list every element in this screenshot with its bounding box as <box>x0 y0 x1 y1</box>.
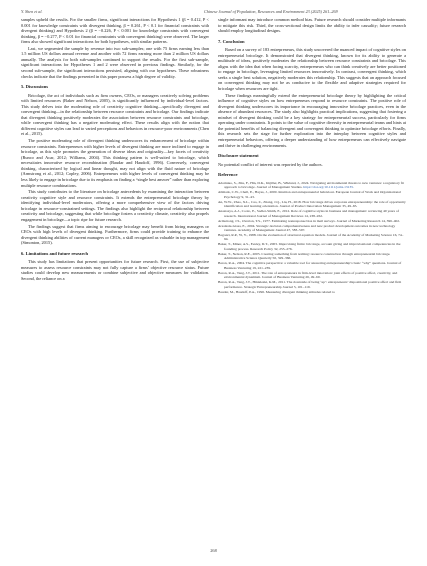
reference-list <box>218 181 406 294</box>
reference-text: Baudar, M., Haudoff, P.A., 1996. Measuring divergent thinking attitudes related to <box>218 289 335 294</box>
reference-text: Baker, T., Miner, A.S., Eesley, D.T., 2003. Improvising firms: bricolage, account giving and improvisational competencies in the founding process. Research Policy 32, 255–276. <box>218 242 401 251</box>
body-paragraph: single informant may introduce common method bias. Future research should consider multiple informants to mitigate this risk. Third, the cross-sectional design limits the ability to infer causality; future research should employ longitudinal designs. <box>218 17 406 34</box>
section-heading-disclosure: Disclosure statement <box>218 153 259 159</box>
reference-text: Baron, R.A., 2004. The cognitive perspective: a valuable tool for answering entrepreneurship’s basic “why” questions. Journal of Business Venturing 19, 221–239. <box>218 261 402 270</box>
body-paragraph: The positive moderating role of divergent thinking underscores its enhancement of bricolage within resource constraints. Entrepreneurs with higher levels of divergent thinking are more inclined to engage in bricolage, as this style promotes the generation of diverse ideas and originality—key facets of creativity (Runco and Acar, 2012; Williams, 2004). This thinking pattern is well-suited to bricolage, which necessitates innovative resource recombination (Baudar and Haudoff, 1996). Conversely, convergent thinking, characterized by logical and linear thought, may not align with the fluid nature of bricolage (Armstrong et al., 2012; Copley, 2006). Entrepreneurs with higher levels of convergent thinking may be less likely to engage in bricolage due to its emphasis on finding a “single best answer” rather than exploring multiple resource combinations. <box>21 138 209 188</box>
page-number: 268 <box>210 548 217 553</box>
reference-text: Baron, R.A., Tang, J.T., 2011. The role of entrepreneurs in firm-level innovation: joint effects of positive affect, creativity, and environmental dynamism. Journal of Business Venturing 26, 49–60. <box>218 270 398 280</box>
reference-text: Bagozzi, R.P., Yi, Y., 1988. On the evaluation of structural equation models. Journal of the Academy of Marketing Science 16, 74–94. <box>218 233 404 242</box>
body-paragraph: This study contributes to the literature on bricolage antecedents by examining the interaction between creativity cognitive style and resource constraints. It extends the entrepreneurial bricolage theory by identifying individual-level moderators, offering a more comprehensive view of the factors driving bricolage in resource-constrained settings. The findings also highlight the reciprocal relationship between creativity and bricolage, suggesting that while bricolage fosters a creativity climate, creativity also propels engagement in bricolage—a topic ripe for future research. <box>21 189 209 222</box>
reference-entry <box>218 181 406 190</box>
reference-text: Baron, R.A., Tang, J.T., Hmieleski, K.M., 2011. The downside of being ‘up’: entrepreneurs’ dispositional positive affect and firm performance. Strategic Entrepreneurship Journal 5, 101–119. <box>218 280 402 289</box>
reference-entry <box>218 219 406 223</box>
left-column <box>21 17 209 283</box>
body-paragraph: The findings suggest that firms aiming to encourage bricolage may benefit from hiring managers or CEOs with high levels of divergent thinking. Furthermore, firms could provide training to enhance the divergent thinking abilities of current managers or CEOs, a skill recognized as valuable in top management (Simonton, 2015). <box>21 223 209 246</box>
reference-entry <box>218 242 406 251</box>
body-paragraph: These findings meaningfully extend the entrepreneurial bricolage theory by highlighting the critical influence of cognitive styles on how entrepreneurs respond to resource constraints. The positive role of divergent thinking underscores its importance in encouraging innovative bricolage practices, even in the absence of abundant resources. The study also highlights practical implications, suggesting that fostering a mindset of divergent thinking could be a key strategy for entrepreneurial success, particularly for firms operating under constraints. It points to the value of cognitive diversity in entrepreneurial teams and hints at the potential benefits of balancing divergent and convergent thinking to optimize bricolage efforts. Finally, this research sets the stage for further exploration into the interplay between cognitive styles and entrepreneurial behaviors, offering a deeper understanding of how entrepreneurs can effectively navigate and thrive in challenging environments. <box>218 92 406 148</box>
reference-entry <box>218 271 406 280</box>
reference-entry <box>218 233 406 242</box>
right-column <box>218 17 406 295</box>
section-heading-conclusion: 7. Conclusion <box>218 38 245 44</box>
section-heading-references: Reference <box>218 172 238 178</box>
running-header-journal: Chinese Journal of Population, Resources and Environment 23 (2025) 261–269 <box>204 9 338 14</box>
section-heading-discussions: 5. Discussions <box>21 84 49 90</box>
body-paragraph: samples upheld the results. For the smaller firms, significant interactions for Hypothesis 1 (β = 0.412, P < 0.001 for knowledge constraints with divergent thinking, β = 0.261, P < 0.1 for financial constraints with divergent thinking) and Hypothesis 2 (β = −0.226, P < 0.001 for knowledge constraints with convergent thinking, β = −0.277, P < 0.01 for financial constraints with convergent thinking) were observed. The larger firms also showed significant interactions for both hypotheses, with similar patterns. <box>21 17 209 45</box>
reference-entry <box>218 252 406 261</box>
reference-entry <box>218 200 406 209</box>
body-paragraph: Last, we segmented the sample by revenue into two sub-samples; one with 75 firms earning less than 1.5 million US dollars annual revenue and another with 72 firms earning more than 2 million US dollars annually. The analysis for both sub-samples continued to support the results. For the first sub-sample, significant interactions for Hypotheses 1 and 2 were observed in previous findings. Similarly, for the second sub-sample, the significant interactions persisted, aligning with our hypotheses. These robustness checks indicate that the findings presented in this paper possess a high degree of validity. <box>21 45 209 79</box>
reference-entry <box>218 280 406 289</box>
reference-entry <box>218 190 406 199</box>
reference-entry <box>218 290 406 294</box>
reference-entry <box>218 209 406 218</box>
disclosure-text: No potential conflict of interest was reported by the authors. <box>218 161 323 167</box>
reference-text: Anastasya, A.J., Coolo, E., Sadler-Smith, E., 2012. Role of cognitive styles in business and management: reviewing 40 years of research. International Journal of Management Reviews 14, 238–262. <box>218 209 399 218</box>
reference-text: Adomako, S., Zhu, F., Hin, D.K., Imjiller, B., Wiklund, J., 2024. Navigating environmental threats to new ventures: a regulatory fit approach to bricolage. Journal of Management Studies. <box>218 180 404 190</box>
reference-text: Baker, T., Nelson, R.E., 2005. Creating something from nothing: resource construction through entrepreneurial bricolage. Administrative Science Quarterly 50, 329–366. <box>218 251 391 261</box>
body-paragraph: Bricolage, the act of individuals such as firm owners, CEOs, or managers creatively solving problems with limited resources (Baker and Nelson, 2005), is significantly influenced by individual-level factors. This study delves into the moderating role of creativity cognitive thinking—specifically divergent and convergent thinking—in the relationship between resource constraints and bricolage. Our findings indicate that divergent thinking positively moderates the association between resource constraints and bricolage, while convergent thinking has a negative moderating effect. These results align with the notion that different cognitive styles can lead to varied perceptions and behaviors in resource-poor environments (Chen et al., 2015). <box>21 92 209 137</box>
reference-text: Allmark, C.W., Chell, E., Hayes, J., 2000. Intuition and entrepreneurial behaviour. European Journal of Work and Organizational Psychology 9, 31–43. <box>218 190 401 199</box>
section-heading-limitations: 6. Limitations and future research <box>21 250 88 256</box>
reference-entry <box>218 261 406 270</box>
reference-text: Armstrong, J.S., Overton, T.S., 1977. Estimating nonresponse bias in mail surveys. Journal of Marketing Research 14, 396–402. <box>218 218 400 223</box>
body-paragraph: This study has limitations that present opportunities for future research. First, the use of subjective measures to assess resource constraints may not fully capture a firms’ objective resource status. Future studies could develop new measurements or combine subjective and objective measures for validation. Second, the reliance on a <box>21 259 209 281</box>
reference-text: Arsalasiu-Giasa, E., 2004. Strategic decision comprehensiveness and new product development outcomes in new technology ventures. Academy of Management Journal 47, 583–597. <box>218 223 396 233</box>
body-paragraph: Based on a survey of 183 entrepreneurs, this study uncovered the nuanced impact of cognitive styles on entrepreneurial bricolage. It demonstrated that divergent thinking, known for its ability to generate a multitude of ideas, positively moderates the relationship between resource constraints and bricolage. This aligns with the idea that when facing scarcity, entrepreneurs who can think creatively are better positioned to engage in bricolage, leveraging limited resources innovatively. In contrast, convergent thinking, which seeks a single best solution, negatively moderates this relationship. This suggests that an approach focused on convergent thinking may not be as conducive to the flexible and adaptive strategies required for bricolage when resources are tight. <box>218 47 406 92</box>
running-header-authors: Y. Shen et al. <box>21 9 43 14</box>
reference-text: An, W.W., Zhao, X.L., Cao, Z., Zhang, J.Q., Liu, H., 2018. How bricolage drives corporate entrepreneurship: the role of opportunity identification and learning orientation. Journal of Product Innovation Management 35, 49–65. <box>218 199 406 209</box>
reference-entry <box>218 224 406 233</box>
reference-doi-link[interactable]: https://doi.org/10.1111/joms.13135. <box>303 185 354 190</box>
